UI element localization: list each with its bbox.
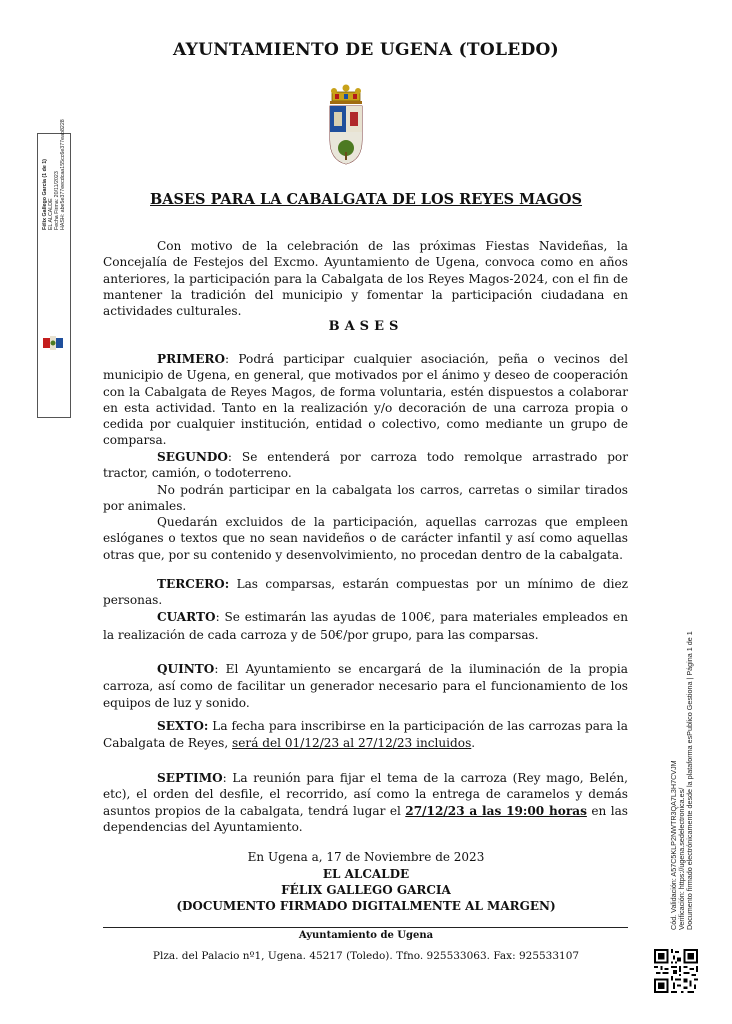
clause-text: : Podrá participar cualquier asociación, peña o vecinos del municipio de Ugena, en general, que motivados por el ánimo y deseo de cooperación con la Cabalgata de Reyes Magos, de forma voluntaria, estén dispuestos a colaborar en esta actividad. Tanto en la realización y/o decoración de una carroza propia o cedida por cualquier institución, entidad o colectivo, como mediante un grupo de comparsa. <box>103 352 628 448</box>
signer-role: EL ALCALDE <box>322 867 410 881</box>
coat-of-arms-logo <box>326 82 366 166</box>
meeting-date: 27/12/23 a las 19:00 horas <box>405 803 587 818</box>
qr-code-icon[interactable] <box>654 949 698 993</box>
stamp-hash: HASH: abe5e377eecdcaa155cc6e377eab8228 <box>60 119 66 230</box>
clause-cuarto <box>103 608 628 644</box>
signer-name: FÉLIX GALLEGO GARCIA <box>281 883 451 897</box>
clause-label: SEGUNDO <box>157 450 228 464</box>
clause-text: Las comparsas, estarán compuestas por un mínimo de diez personas. <box>103 577 628 608</box>
document-title: BASES PARA LA CABALGATA DE LOS REYES MAGOS <box>150 191 582 208</box>
clause-tercero <box>103 576 628 609</box>
footer-address: Plza. del Palacio nº1, Ugena. 45217 (Toledo). Tfno. 925533063. Fax: 925533107 <box>152 950 580 962</box>
intro-paragraph <box>103 238 628 319</box>
clause-quinto <box>103 661 628 712</box>
clause-text: : El Ayuntamiento se encargará de la iluminación de la propia carroza, así como de facilitar un generador necesario para el funcionamiento de los equipos de luz y sonido. <box>103 662 628 710</box>
place-date: En Ugena a, 17 de Noviembre de 2023 <box>247 850 485 864</box>
clause-text: : La reunión para fijar el tema de la carroza (Rey mago, Belén, etc), el orden del desfile, el recorrido, así como la entrega de caramelos y demás asuntos propios de la cabalgata, tendrá lugar el <box>103 771 628 818</box>
validation-text <box>670 631 694 930</box>
clause-label: QUINTO <box>157 662 215 676</box>
stamp-signer: Félix Gallego Garcia (1 de 1) <box>42 159 48 230</box>
clause-primero <box>103 351 628 449</box>
bases-heading: BASES <box>328 319 404 334</box>
stamp-role: EL ALCALDE <box>48 198 54 230</box>
clause-text-end: en las dependencias del Ayuntamiento. <box>103 803 628 834</box>
clause-label: SEPTIMO <box>157 771 223 785</box>
clause-label: SEXTO: <box>157 719 209 733</box>
signature-stamp-text <box>42 119 66 230</box>
clause-label: TERCERO: <box>157 577 230 591</box>
clause-text-3: Quedarán excluidos de la participación, aquellas carrozas que empleen eslóganes o textos que no sean navideños o de carácter infantil y así como aquellas otras que, por su contenido y desenvolvimiento, no procedan dentro de la cabalgata. <box>103 515 628 562</box>
clause-text-2: No podrán participar en la cabalgata los carros, carretas o similar tirados por animales. <box>103 482 628 513</box>
stamp-date: Fecha Firma: 20/11/2023 <box>54 171 60 230</box>
clause-text: : Se entenderá por carroza todo remolque arrastrado por tractor, camión, o todoterreno. <box>103 450 628 481</box>
validation-code: Cód. Validación: A57C5KLP2NWTR3QA7L3H7CVJM <box>669 760 678 930</box>
validation-url: Verificación: https://ugena.sedelectronica.es/ <box>677 787 686 930</box>
footer-divider <box>103 927 628 928</box>
clause-text: : Se estimarán las ayudas de 100€, para materiales empleados en la realización de cada carroza y de 50€/por grupo, para las comparsas. <box>103 610 628 642</box>
validation-note: Documento firmado electrónicamente desde la plataforma esPublico Gestiona | Página 1 de 1 <box>685 631 694 930</box>
clause-text-end: . <box>471 736 476 750</box>
footer-name: Ayuntamiento de Ugena <box>298 930 434 941</box>
signature-stamp-box <box>37 119 71 418</box>
registration-dates: será del 01/12/23 al 27/12/23 incluidos <box>232 736 472 750</box>
clause-sexto <box>103 718 628 752</box>
clause-label: PRIMERO <box>157 352 225 366</box>
clause-label: CUARTO <box>157 610 216 624</box>
stamp-crest-icon <box>43 336 63 350</box>
intro-text: Con motivo de la celebración de las próximas Fiestas Navideñas, la Concejalía de Festejos del Excmo. Ayuntamiento de Ugena, convoca como en años anteriores, la participación para la Cabalgata de los Reyes Magos-2024, con el fin de mantener la tradición del municipio y fomentar la participación ciudadana en actividades culturales. <box>103 239 628 319</box>
signature-note: (DOCUMENTO FIRMADO DIGITALMENTE AL MARGEN) <box>176 899 556 913</box>
clause-septimo <box>103 770 628 835</box>
clause-text: La fecha para inscribirse en la participación de las carrozas para la Cabalgata de Reyes, <box>103 719 628 750</box>
municipality-header: AYUNTAMIENTO DE UGENA (TOLEDO) <box>173 40 559 60</box>
clause-segundo <box>103 449 628 563</box>
